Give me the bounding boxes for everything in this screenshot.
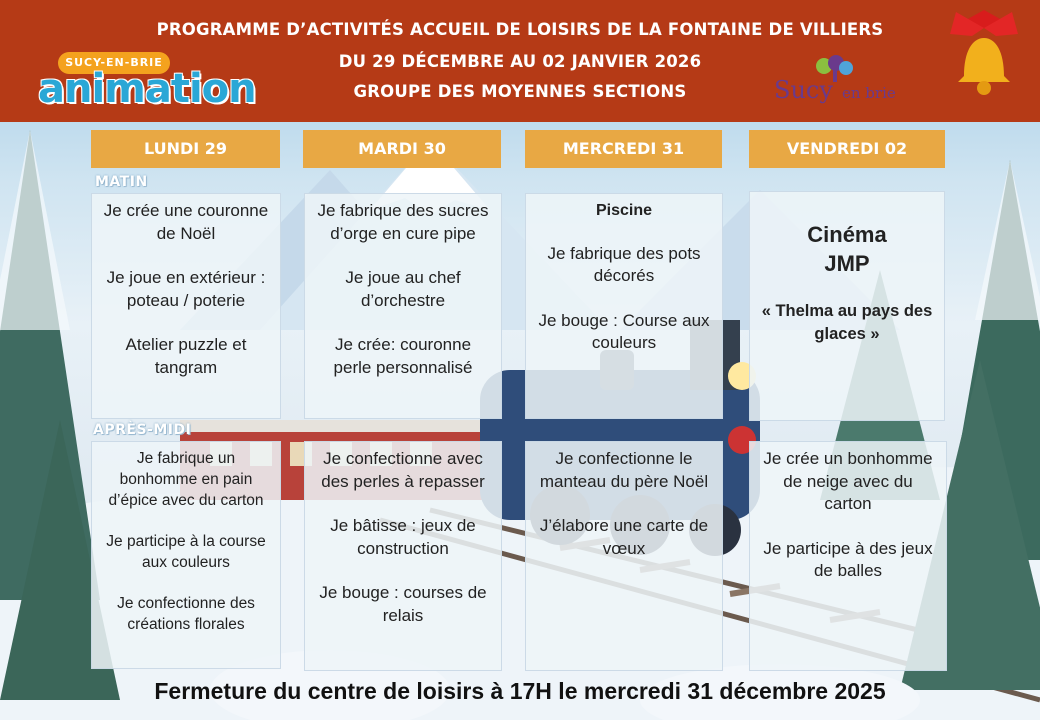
day-header-wednesday: MERCREDI 31 xyxy=(525,130,722,168)
activity: Je crée une couronne de Noël xyxy=(103,201,269,243)
activity: Je fabrique un bonhomme en pain d’épice avec du carton xyxy=(108,450,264,509)
closing-notice: Fermeture du centre de loisirs à 17H le mercredi 31 décembre 2025 xyxy=(154,678,886,704)
tuesday-morning-cell xyxy=(304,193,502,419)
activity: Je crée: couronne perle personnalisé xyxy=(333,335,473,377)
activity-piscine: Piscine xyxy=(595,202,653,219)
wednesday-afternoon-cell xyxy=(525,441,723,671)
activity: Je fabrique des pots décorés xyxy=(547,243,701,285)
activity: Je participe à des jeux de balles xyxy=(763,538,933,580)
activity: Je fabrique des sucres d’orge en cure pipe xyxy=(317,201,489,243)
date-range: DU 29 DÉCEMBRE AU 02 JANVIER 2026 xyxy=(338,52,702,71)
activity: J’élabore une carte de vœux xyxy=(539,516,709,558)
day-header-friday: VENDREDI 02 xyxy=(749,130,945,168)
activity: Je bouge : courses de relais xyxy=(319,583,487,625)
wednesday-morning-cell xyxy=(525,193,723,419)
cinema-venue: JMP xyxy=(824,251,870,276)
afternoon-label: APRÈS-MIDI xyxy=(93,422,192,438)
animation-logo xyxy=(36,52,266,112)
day-header-tuesday: MARDI 30 xyxy=(303,130,501,168)
logo-tag: SUCY-EN-BRIE xyxy=(58,52,170,74)
activity: Je joue en extérieur : poteau / poterie xyxy=(106,268,266,310)
header-banner xyxy=(0,0,1040,122)
logo-word: animation xyxy=(38,66,256,112)
day-header-monday: LUNDI 29 xyxy=(91,130,280,168)
activity: Je confectionne avec des perles à repasser xyxy=(321,449,485,491)
activity: Je bâtisse : jeux de construction xyxy=(330,516,476,558)
activity: Je participe à la course aux couleurs xyxy=(106,533,266,571)
monday-afternoon-cell xyxy=(91,441,281,669)
morning-label: MATIN xyxy=(95,174,148,190)
monday-morning-cell xyxy=(91,193,281,419)
friday-morning-cell xyxy=(749,191,945,421)
friday-afternoon-cell xyxy=(749,441,947,671)
activity: Atelier puzzle et tangram xyxy=(125,335,247,377)
group-name: GROUPE DES MOYENNES SECTIONS xyxy=(353,82,687,101)
cinema-title: Cinéma xyxy=(807,222,887,247)
activity: Je confectionne des créations florales xyxy=(117,595,255,633)
tuesday-afternoon-cell xyxy=(304,441,502,671)
activity: Je confectionne le manteau du père Noël xyxy=(539,449,709,491)
sucy-en-brie-logo xyxy=(764,54,924,110)
activity: Je joue au chef d’orchestre xyxy=(345,268,461,310)
activity: Je crée un bonhomme de neige avec du carton xyxy=(763,449,933,513)
christmas-bell-icon xyxy=(944,6,1024,98)
logo-sucy: Sucy xyxy=(774,76,833,104)
program-title: PROGRAMME D’ACTIVITÉS ACCUEIL DE LOISIRS DE LA FONTAINE DE VILLIERS xyxy=(156,20,884,39)
activity: Je bouge : Course aux couleurs xyxy=(538,310,710,352)
logo-en-brie: en brie xyxy=(842,84,896,102)
film-title: « Thelma au pays des glaces » xyxy=(761,302,933,343)
